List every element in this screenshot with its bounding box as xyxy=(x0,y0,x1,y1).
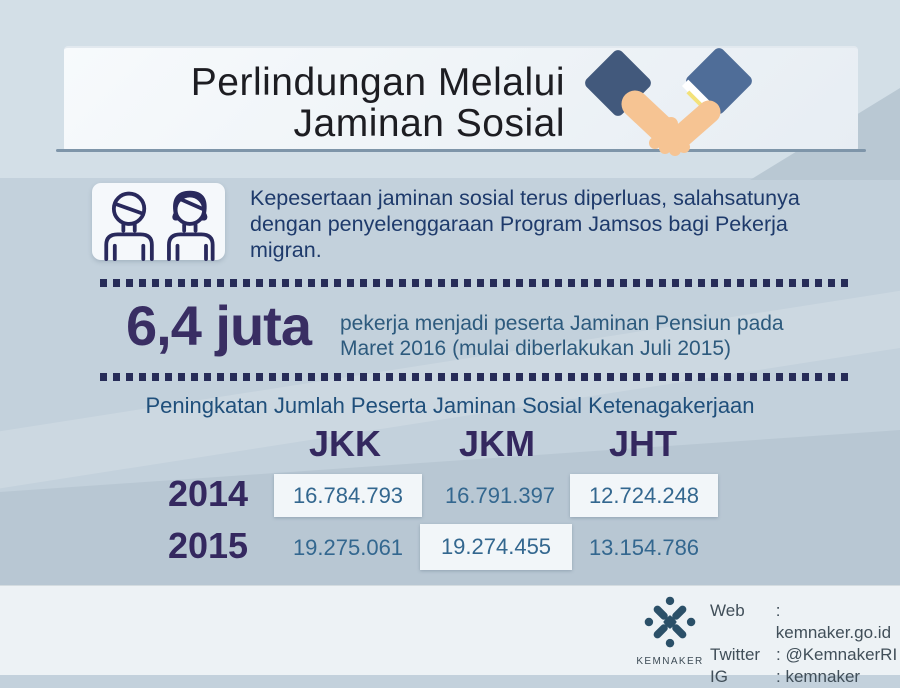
stat-value: 6,4 juta xyxy=(126,294,311,357)
stat-description-line1: pekerja menjadi peserta Jaminan Pensiun pada xyxy=(340,312,784,335)
contact-web-label: Web xyxy=(710,601,745,620)
contact-twitter-label: Twitter xyxy=(710,645,761,664)
row-label-2015: 2015 xyxy=(167,525,249,566)
column-header-jkk: JKK xyxy=(308,423,382,464)
kemnaker-logo-icon xyxy=(643,636,697,653)
table-cell: 16.791.397 xyxy=(444,483,556,508)
column-header-jkm: JKM xyxy=(458,423,535,464)
contact-web xyxy=(710,600,900,644)
man-woman-icon xyxy=(92,183,225,260)
table-cell: 19.274.455 xyxy=(420,524,572,570)
table-cell: 12.724.248 xyxy=(570,474,718,517)
page-title xyxy=(150,62,565,144)
footer xyxy=(0,585,900,686)
stat-description xyxy=(340,311,810,361)
column-header-jht: JHT xyxy=(608,423,677,464)
contact-ig xyxy=(710,666,900,688)
intro-line1: Kepesertaan jaminan sosial terus diperluas, salahsatunya xyxy=(250,186,800,210)
table-cell: 19.275.061 xyxy=(292,535,404,560)
contact-ig-value: : kemnaker xyxy=(776,667,861,686)
contact-web-value: : kemnaker.go.id xyxy=(775,601,892,642)
intro-paragraph xyxy=(250,185,850,263)
intro-line2: dengan penyelenggaraan Program Jamsos bagi Pekerja xyxy=(250,212,788,236)
page-title-line2: Jaminan Sosial xyxy=(293,102,565,145)
table-title: Peningkatan Jumlah Peserta Jaminan Sosial Ketenagakerjaan xyxy=(145,393,755,418)
handshake-icon xyxy=(583,44,755,160)
kemnaker-logo-label: KEMNAKER xyxy=(636,656,704,667)
row-label-2014: 2014 xyxy=(167,473,249,514)
contact-twitter xyxy=(710,644,900,666)
footer-contacts xyxy=(710,600,900,688)
dotted-divider-top xyxy=(100,279,848,287)
intro-line3: migran. xyxy=(250,238,322,262)
dotted-divider-bottom xyxy=(100,373,848,381)
contact-twitter-value: : @KemnakerRI xyxy=(776,645,898,664)
kemnaker-logo-block xyxy=(628,595,712,667)
table-cell: 16.784.793 xyxy=(274,474,422,517)
page-title-line1: Perlindungan Melalui xyxy=(190,61,565,104)
table-cell: 13.154.786 xyxy=(588,535,700,560)
contact-ig-label: IG xyxy=(710,667,728,686)
stat-description-line2: Maret 2016 (mulai diberlakukan Juli 2015) xyxy=(340,337,732,360)
